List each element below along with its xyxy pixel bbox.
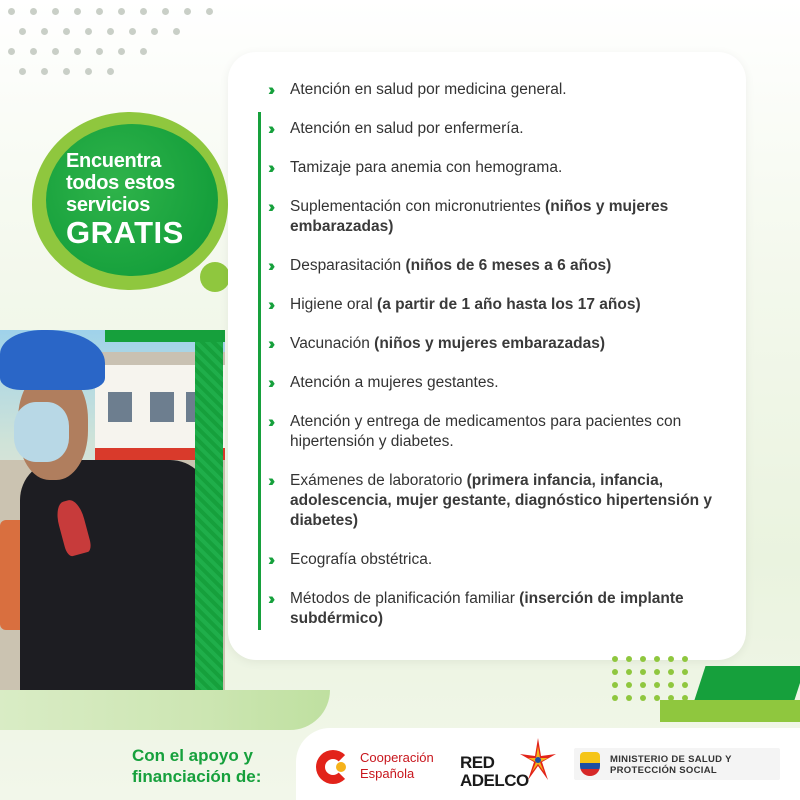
decorative-dot <box>30 48 37 55</box>
double-chevron-right-icon: ›› <box>268 589 272 608</box>
sponsors-bar <box>296 728 800 800</box>
bubble-line: todos estos <box>66 172 175 194</box>
bubble-line: servicios <box>66 194 151 216</box>
double-chevron-right-icon: ›› <box>268 550 272 569</box>
service-detail: (primera infancia, infancia, adolescencia, mujer gestante, diagnóstico hipertensión y diabetes) <box>290 472 713 529</box>
service-text: Tamizaje para anemia con hemograma. <box>290 159 563 176</box>
decorative-dot <box>96 8 103 15</box>
double-chevron-right-icon: ›› <box>268 295 272 314</box>
decorative-dot <box>184 8 191 15</box>
support-caption <box>132 745 302 787</box>
list-item <box>268 197 730 237</box>
decorative-dot <box>668 682 674 688</box>
decorative-dot <box>140 8 147 15</box>
photo-person-torso <box>20 460 210 705</box>
decorative-dot <box>654 682 660 688</box>
services-list <box>268 80 730 629</box>
service-detail: (inserción de implante subdérmico) <box>290 590 684 627</box>
service-text: Atención y entrega de medicamentos para pacientes con hipertensión y diabetes. <box>290 413 682 450</box>
decorative-dot <box>19 28 26 35</box>
list-item <box>268 334 730 354</box>
green-swoosh <box>0 690 330 730</box>
decorative-dot <box>96 48 103 55</box>
ministerio-line: PROTECCIÓN SOCIAL <box>610 765 717 776</box>
decorative-dot <box>640 682 646 688</box>
services-card <box>228 52 746 660</box>
ministerio-salud-logo <box>574 748 780 780</box>
decorative-dot <box>118 48 125 55</box>
service-text: Métodos de planificación familiar <box>290 590 520 607</box>
service-text: Atención en salud por enfermería. <box>290 120 524 137</box>
decorative-dot <box>107 68 114 75</box>
free-services-bubble <box>32 112 232 297</box>
list-item <box>268 295 730 315</box>
cooperacion-dot-icon <box>336 762 346 772</box>
decorative-dot <box>8 8 15 15</box>
decorative-dot <box>682 669 688 675</box>
decorative-dot <box>19 68 26 75</box>
photo-blue-cap <box>0 330 105 390</box>
service-text: Exámenes de laboratorio <box>290 472 467 489</box>
double-chevron-right-icon: ›› <box>268 119 272 138</box>
photo-green-frame <box>195 330 223 700</box>
decorative-dot <box>107 28 114 35</box>
double-chevron-right-icon: ›› <box>268 256 272 275</box>
list-item <box>268 158 730 178</box>
decorative-dot <box>41 28 48 35</box>
decorative-dot <box>206 8 213 15</box>
decorative-dot <box>52 8 59 15</box>
decorative-dot <box>151 28 158 35</box>
decorative-dot <box>626 695 632 701</box>
decorative-dot <box>612 695 618 701</box>
cooperacion-wordmark <box>360 750 434 782</box>
list-item <box>268 119 730 139</box>
service-text: Atención en salud por medicina general. <box>290 81 567 98</box>
photo-green-frame-top <box>105 330 225 342</box>
list-item <box>268 589 730 629</box>
photo-face-mask <box>14 402 69 462</box>
decorative-dot <box>41 68 48 75</box>
cooperacion-line: Española <box>360 766 415 781</box>
decorative-dots <box>0 0 230 90</box>
decorative-dot <box>30 8 37 15</box>
decorative-dot <box>8 48 15 55</box>
bubble-tail-dot <box>200 262 230 292</box>
decorative-dot <box>626 682 632 688</box>
card-accent-bar <box>258 112 261 630</box>
bubble-line: Encuentra <box>66 150 162 172</box>
support-line: financiación de: <box>132 767 262 786</box>
service-text: Higiene oral <box>290 296 378 313</box>
cooperacion-espanola-logo <box>316 748 456 788</box>
decorative-dot <box>654 656 660 662</box>
decorative-dot <box>52 48 59 55</box>
service-text: Vacunación <box>290 335 375 352</box>
service-detail: (niños y mujeres embarazadas) <box>290 198 669 235</box>
double-chevron-right-icon: ›› <box>268 158 272 177</box>
list-item <box>268 373 730 393</box>
decorative-dot <box>63 68 70 75</box>
adelco-star-icon <box>518 736 558 784</box>
red-adelco-logo <box>460 736 560 796</box>
decorative-dot <box>626 656 632 662</box>
decorative-dot <box>129 28 136 35</box>
double-chevron-right-icon: ›› <box>268 334 272 353</box>
decorative-dot <box>162 8 169 15</box>
service-detail: (niños de 6 meses a 6 años) <box>405 257 612 274</box>
double-chevron-right-icon: ›› <box>268 80 272 99</box>
decorative-lightgreen-block <box>660 700 800 722</box>
list-item <box>268 80 730 100</box>
photo-window <box>108 392 132 422</box>
cooperacion-line: Cooperación <box>360 750 434 765</box>
service-text: Ecografía obstétrica. <box>290 551 433 568</box>
decorative-dot <box>85 28 92 35</box>
decorative-dot <box>74 48 81 55</box>
decorative-dot <box>612 669 618 675</box>
decorative-dot <box>118 8 125 15</box>
decorative-dot <box>612 682 618 688</box>
decorative-dot <box>140 48 147 55</box>
decorative-dot <box>682 682 688 688</box>
decorative-dot <box>85 68 92 75</box>
list-item <box>268 550 730 570</box>
decorative-green-block <box>694 666 800 700</box>
colombia-shield-icon <box>580 752 600 776</box>
adelco-line: RED <box>460 753 495 772</box>
adelco-line: ADELCO <box>460 771 529 790</box>
decorative-dot <box>626 669 632 675</box>
list-item <box>268 412 730 452</box>
decorative-dot <box>74 8 81 15</box>
bubble-heading <box>66 150 216 250</box>
service-text: Desparasitación <box>290 257 406 274</box>
health-worker-photo <box>0 330 225 705</box>
decorative-dot <box>682 656 688 662</box>
list-item <box>268 256 730 276</box>
service-detail: (a partir de 1 año hasta los 17 años) <box>377 296 641 313</box>
service-text: Atención a mujeres gestantes. <box>290 374 499 391</box>
double-chevron-right-icon: ›› <box>268 373 272 392</box>
decorative-dot <box>640 656 646 662</box>
ministerio-wordmark <box>610 754 732 776</box>
double-chevron-right-icon: ›› <box>268 471 272 490</box>
decorative-dot <box>640 695 646 701</box>
decorative-dot <box>668 669 674 675</box>
decorative-dot <box>640 669 646 675</box>
support-line: Con el apoyo y <box>132 746 253 765</box>
service-text: Suplementación con micronutrientes <box>290 198 546 215</box>
decorative-dot <box>173 28 180 35</box>
decorative-dot <box>612 656 618 662</box>
decorative-dot <box>63 28 70 35</box>
decorative-dot <box>654 669 660 675</box>
double-chevron-right-icon: ›› <box>268 412 272 431</box>
service-detail: (niños y mujeres embarazadas) <box>374 335 606 352</box>
bubble-gratis: GRATIS <box>66 215 184 250</box>
decorative-dot <box>668 656 674 662</box>
ministerio-line: MINISTERIO DE SALUD Y <box>610 754 732 765</box>
photo-window <box>150 392 174 422</box>
double-chevron-right-icon: ›› <box>268 197 272 216</box>
list-item <box>268 471 730 531</box>
